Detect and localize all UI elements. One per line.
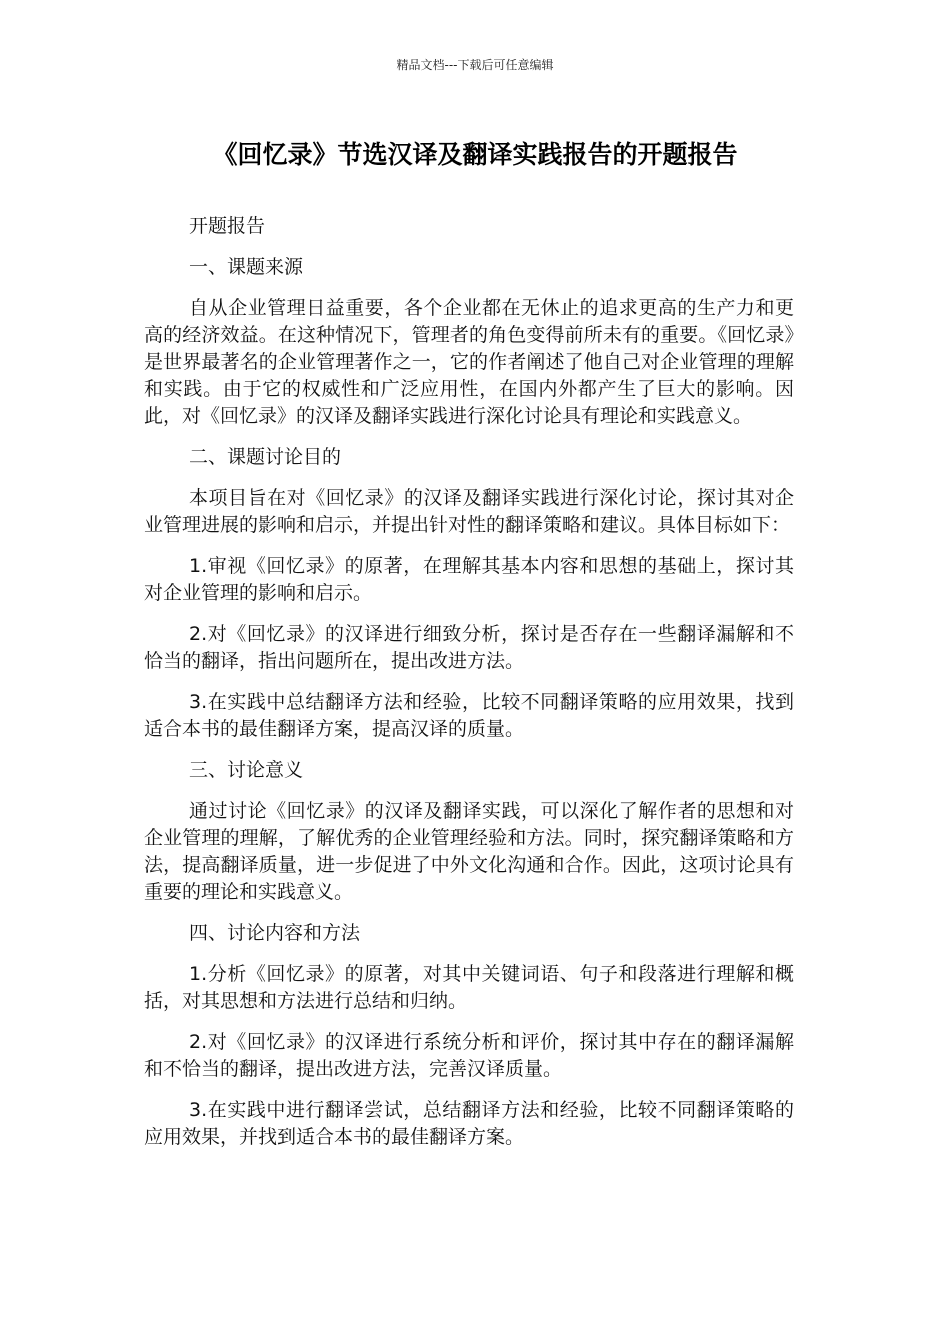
section-heading-source: 一、课题来源 bbox=[189, 256, 304, 278]
section-label-report: 开题报告 bbox=[189, 215, 266, 237]
paragraph-purpose-item-1: 1.审视《回忆录》的原著，在理解其基本内容和思想的基础上，探讨其对企业管理的影响和启示。 bbox=[144, 555, 794, 604]
section-heading-content-methods: 四、讨论内容和方法 bbox=[189, 922, 361, 944]
paragraph-purpose-item-2: 2.对《回忆录》的汉译进行细致分析，探讨是否存在一些翻译漏解和不恰当的翻译，指出问题所在，提出改进方法。 bbox=[144, 623, 794, 672]
paragraph-source: 自从企业管理日益重要，各个企业都在无休止的追求更高的生产力和更高的经济效益。在这种情况下，管理者的角色变得前所未有的重要。《回忆录》是世界最著名的企业管理著作之一，它的作者阐述了他自己对企业管理的理解和实践。由于它的权威性和广泛应用性，在国内外都产生了巨大的影响。因此，对《回忆录》的汉译及翻译实践进行深化讨论具有理论和实践意义。 bbox=[144, 297, 794, 427]
section-heading-significance: 三、讨论意义 bbox=[189, 759, 304, 781]
page-header-note: 精品文档---下载后可任意编辑 bbox=[396, 58, 554, 72]
paragraph-method-item-1: 1.分析《回忆录》的原著，对其中关键词语、句子和段落进行理解和概括，对其思想和方法进行总结和归纳。 bbox=[144, 963, 794, 1012]
document-title: 《回忆录》节选汉译及翻译实践报告的开题报告 bbox=[212, 140, 738, 169]
paragraph-purpose-item-3: 3.在实践中总结翻译方法和经验，比较不同翻译策略的应用效果，找到适合本书的最佳翻译方案，提高汉译的质量。 bbox=[144, 691, 794, 740]
paragraph-significance: 通过讨论《回忆录》的汉译及翻译实践，可以深化了解作者的思想和对企业管理的理解，了解优秀的企业管理经验和方法。同时，探究翻译策略和方法，提高翻译质量，进一步促进了中外文化沟通和合作。因此，这项讨论具有重要的理论和实践意义。 bbox=[144, 800, 794, 903]
paragraph-purpose-intro: 本项目旨在对《回忆录》的汉译及翻译实践进行深化讨论，探讨其对企业管理进展的影响和启示，并提出针对性的翻译策略和建议。具体目标如下： bbox=[144, 487, 794, 536]
paragraph-method-item-2: 2.对《回忆录》的汉译进行系统分析和评价，探讨其中存在的翻译漏解和不恰当的翻译，提出改进方法，完善汉译质量。 bbox=[144, 1031, 794, 1080]
document-body bbox=[144, 213, 794, 1165]
section-heading-purpose: 二、课题讨论目的 bbox=[189, 446, 342, 468]
paragraph-method-item-3: 3.在实践中进行翻译尝试，总结翻译方法和经验，比较不同翻译策略的应用效果，并找到适合本书的最佳翻译方案。 bbox=[144, 1099, 794, 1148]
